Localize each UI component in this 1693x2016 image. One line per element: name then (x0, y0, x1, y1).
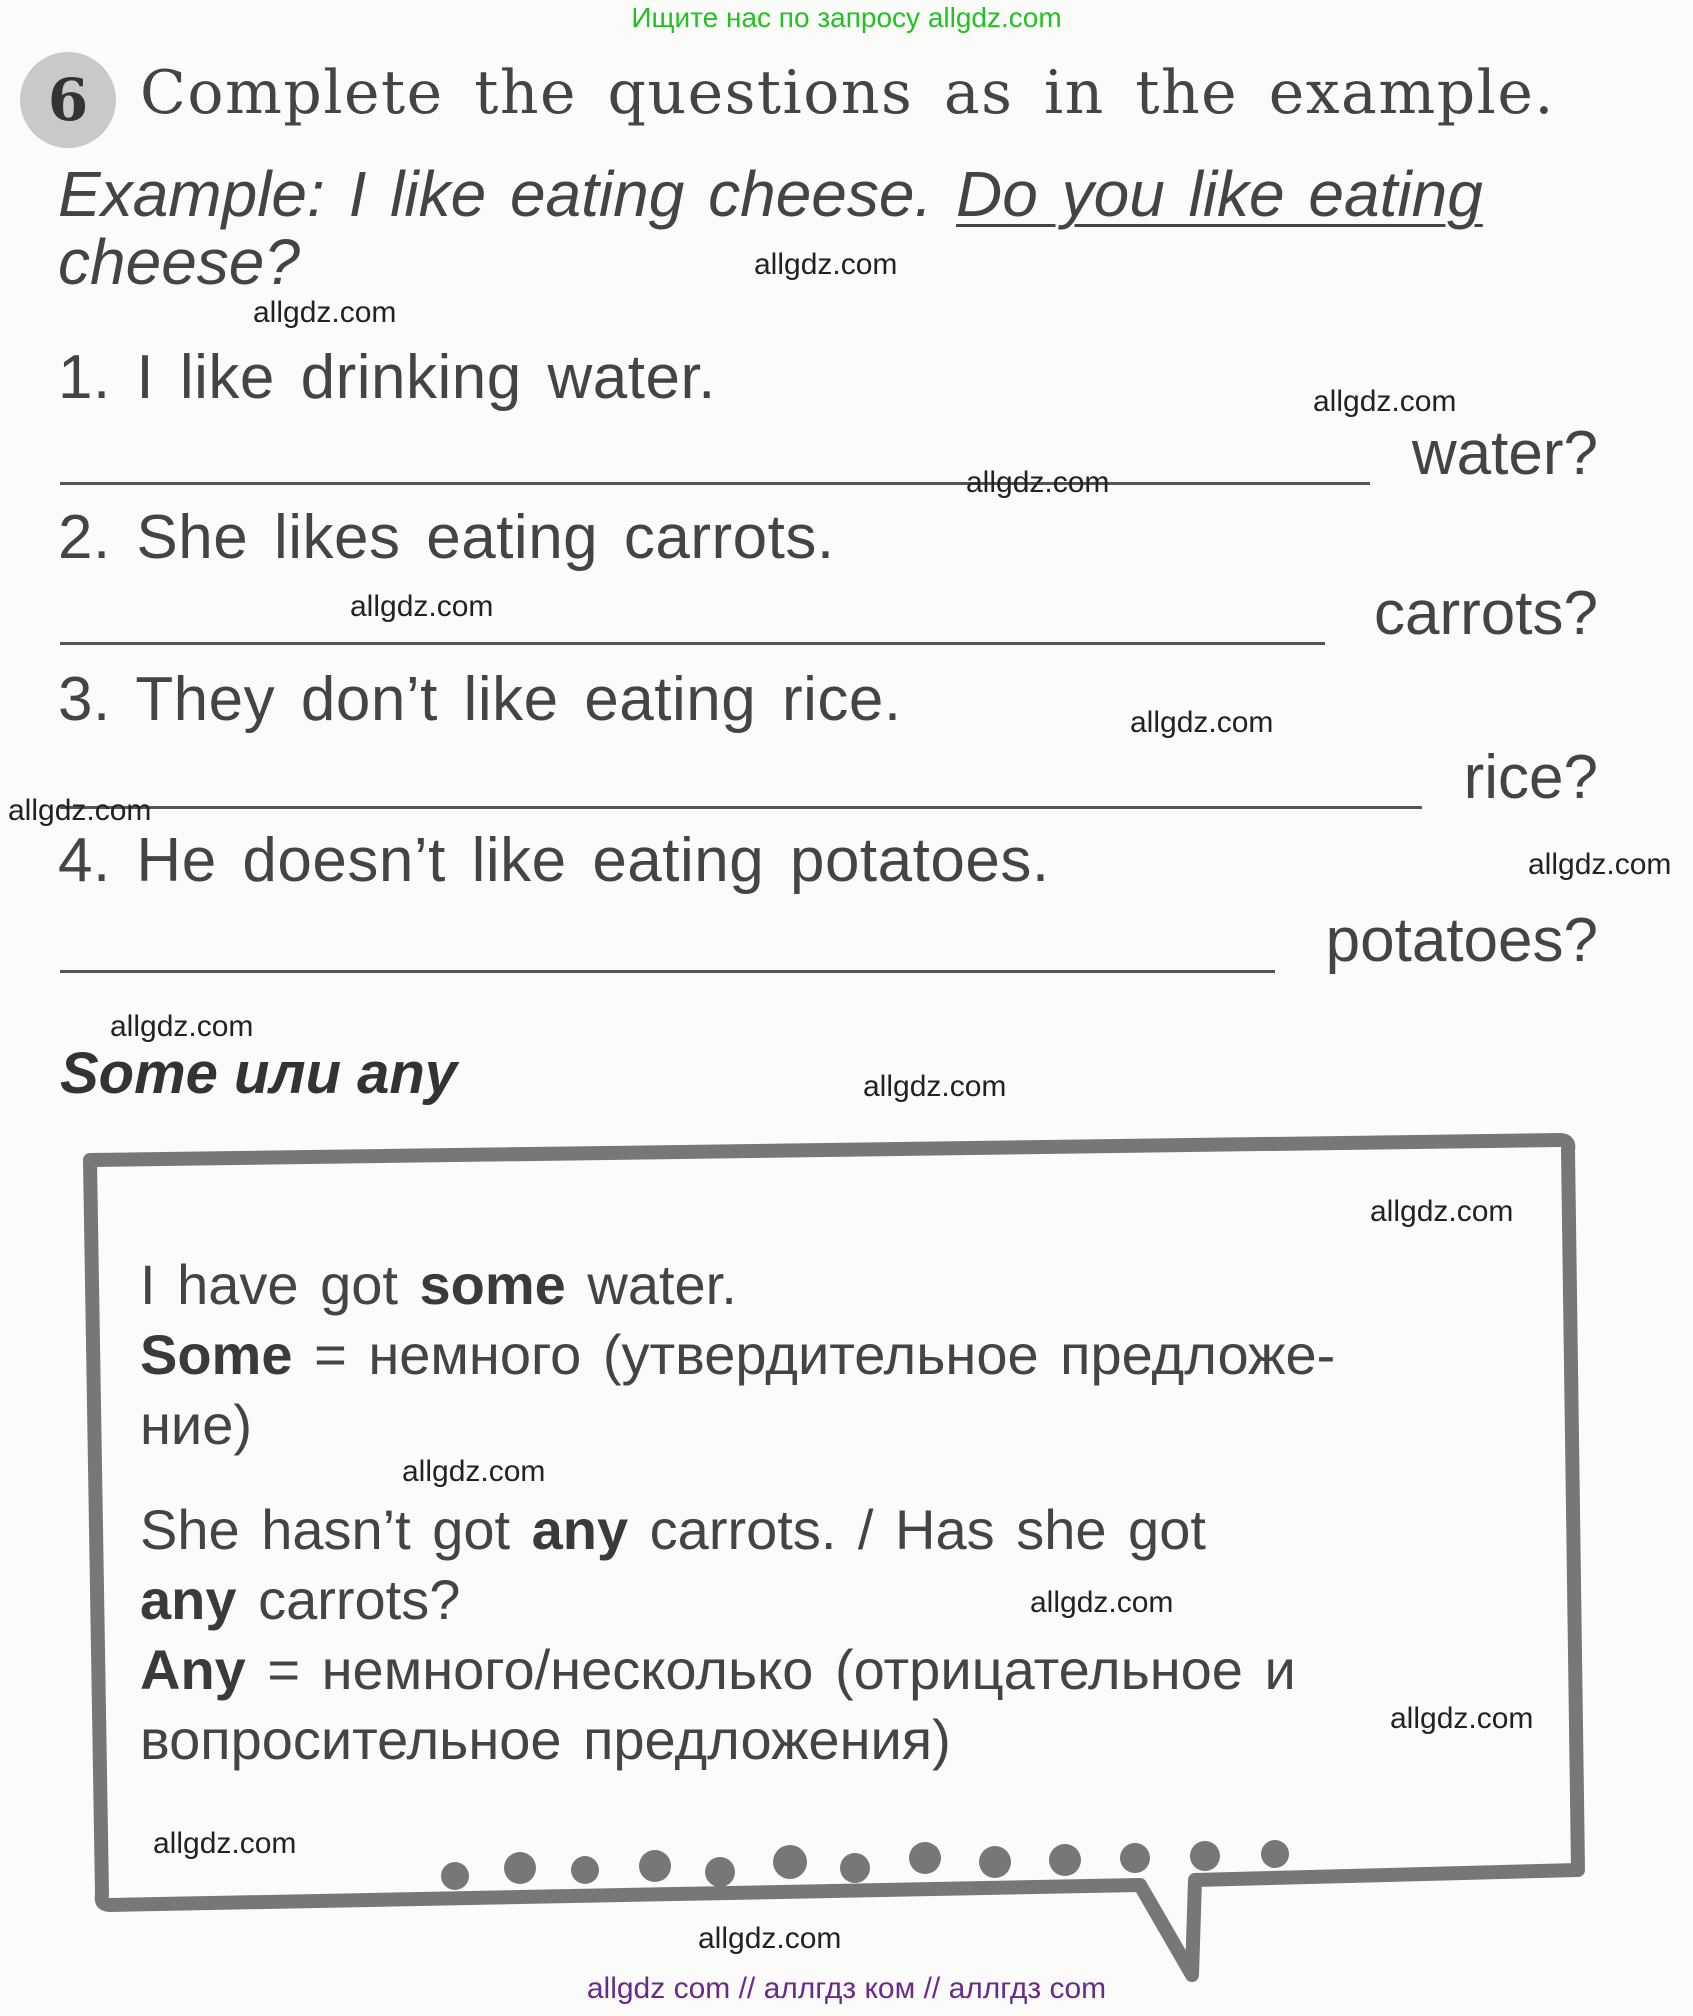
decorative-dot (441, 1862, 469, 1890)
item-3-end-word: rice? (1463, 743, 1598, 812)
item-1-statement: 1. I like drinking water. (58, 343, 716, 412)
rule-line-7: вопросительное предложения) (140, 1708, 951, 1771)
decorative-dot (1120, 1843, 1150, 1873)
decorative-dot (639, 1850, 671, 1882)
item-2-statement: 2. She likes eating carrots. (58, 503, 835, 572)
decorative-dot (504, 1852, 536, 1884)
watermark: allgdz.com (1030, 1586, 1174, 1619)
example-prefix: Example: I like eating cheese. (58, 158, 933, 230)
decorative-dot (705, 1857, 735, 1887)
watermark: allgdz.com (1313, 385, 1457, 418)
item-4-end-word: potatoes? (1325, 906, 1598, 975)
rule-keyword-any: Any (140, 1638, 246, 1701)
rule-line-2 (140, 1320, 1540, 1390)
item-3-statement: 3. They don’t like eating rice. (58, 665, 902, 734)
watermark: allgdz.com (8, 794, 152, 827)
rule-text: = немного/несколько (отрицательное и (267, 1638, 1296, 1701)
rule-text: She hasn’t got (140, 1498, 511, 1561)
watermark: allgdz.com (402, 1455, 546, 1488)
watermark: allgdz.com (153, 1827, 297, 1860)
rule-text: water. (587, 1253, 737, 1316)
rule-keyword-some: some (419, 1253, 566, 1316)
watermark: allgdz.com (966, 466, 1110, 499)
rule-text: carrots? (258, 1568, 461, 1631)
exercise-title: Complete the questions as in the example. (140, 58, 1555, 128)
watermark: allgdz.com (110, 1010, 254, 1043)
rule-text: = немного (утвердительное предложе- (314, 1323, 1336, 1386)
footer-links[interactable]: allgdz com // аллгдз ком // аллгдз com (586, 1972, 1107, 2005)
rule-text: carrots. / Has she got (649, 1498, 1206, 1561)
exercise-number-badge: 6 (20, 52, 116, 148)
watermark: allgdz.com (1528, 848, 1672, 881)
rule-keyword-any: any (140, 1568, 237, 1631)
rule-line-4 (140, 1495, 1540, 1565)
decorative-dot (840, 1853, 870, 1883)
example-answer-end: cheese? (58, 226, 300, 298)
decorative-dot (1049, 1844, 1081, 1876)
item-1-end-word: water? (1411, 419, 1598, 488)
item-4-statement: 4. He doesn’t like eating potatoes. (58, 826, 1050, 895)
rule-line-5 (140, 1565, 1540, 1635)
decorative-dot (571, 1856, 599, 1884)
rule-line-3: ние) (140, 1393, 252, 1456)
watermark: allgdz.com (1390, 1702, 1534, 1735)
decorative-dot (909, 1842, 941, 1874)
decorative-dot (773, 1845, 807, 1879)
watermark: allgdz.com (1130, 706, 1274, 739)
watermark: allgdz.com (1370, 1195, 1514, 1228)
rule-line-1 (140, 1250, 1540, 1320)
rule-keyword-any: any (531, 1498, 629, 1561)
watermark: allgdz.com (698, 1922, 842, 1955)
decorative-dot (1190, 1841, 1220, 1871)
rule-line-6 (140, 1635, 1540, 1705)
example-answer: Do you like eating (956, 158, 1483, 230)
top-banner[interactable]: Ищите нас по запросу allgdz.com (631, 2, 1062, 33)
rule-keyword-some: Some (140, 1323, 293, 1386)
item-2-end-word: carrots? (1374, 579, 1598, 648)
decorative-dots (441, 1840, 1289, 1890)
watermark: allgdz.com (754, 248, 898, 281)
section-title: Some или any (60, 1041, 458, 1106)
watermark: allgdz.com (350, 590, 494, 623)
decorative-dot (1261, 1840, 1289, 1868)
watermark: allgdz.com (863, 1070, 1007, 1103)
watermark: allgdz.com (253, 296, 397, 329)
rule-text: I have got (140, 1253, 398, 1316)
decorative-dot (979, 1846, 1011, 1878)
